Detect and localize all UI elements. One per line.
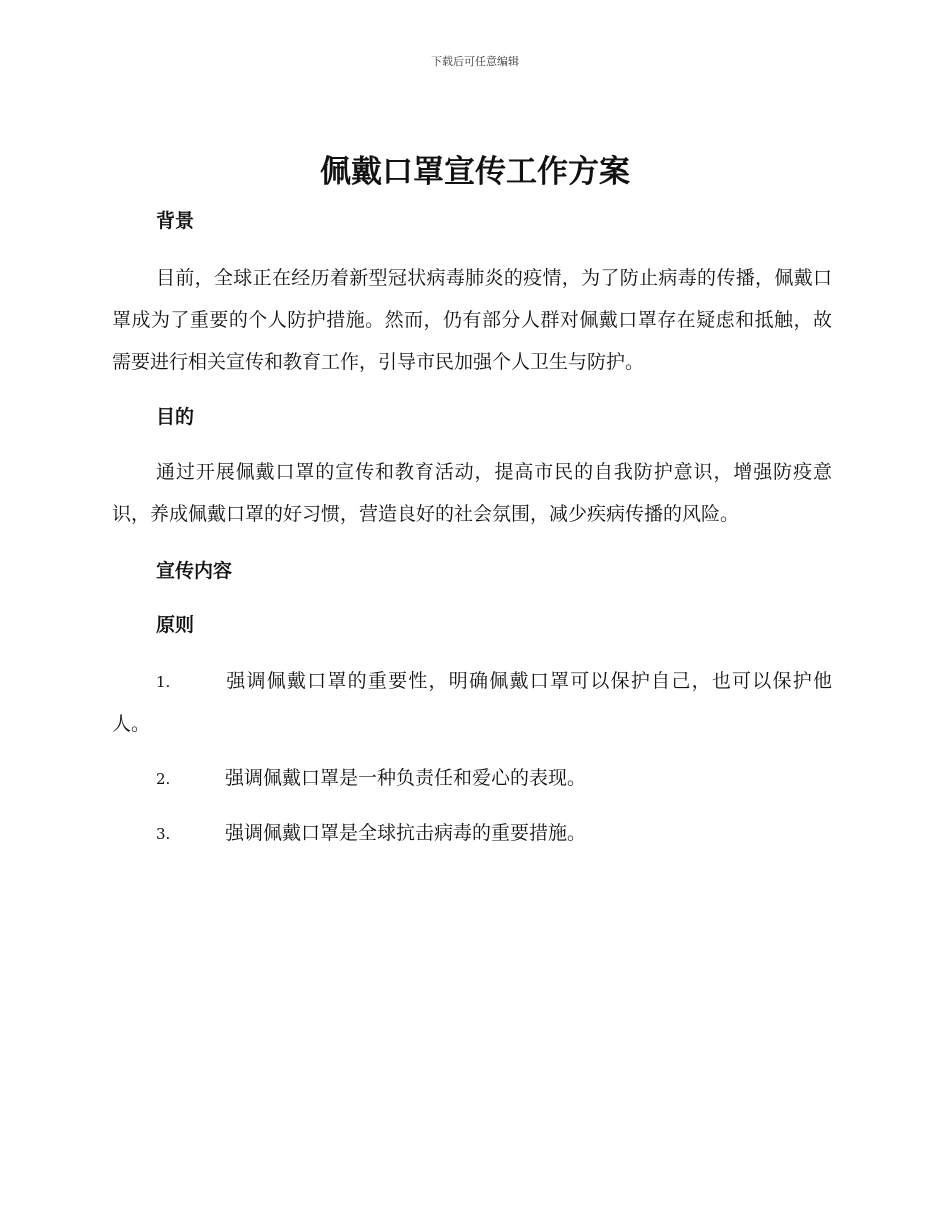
list-item-text: 强调佩戴口罩是全球抗击病毒的重要措施。 (225, 822, 587, 844)
list-item (112, 812, 832, 855)
list-item-text: 强调佩戴口罩是一种负责任和爱心的表现。 (225, 767, 587, 789)
section-heading-principle: 原则 (156, 614, 195, 636)
list-item (112, 660, 832, 745)
document-title: 佩戴口罩宣传工作方案 (320, 154, 630, 190)
section-heading-background: 背景 (156, 210, 195, 232)
list-item (112, 757, 832, 800)
header-note: 下载后可任意编辑 (431, 55, 519, 68)
list-item-number: 1. (156, 673, 171, 691)
document-body (112, 203, 832, 867)
list-item-text: 强调佩戴口罩的重要性，明确佩戴口罩可以保护自己，也可以保护他人。 (112, 670, 832, 735)
list-item-number: 2. (156, 770, 171, 788)
paragraph-background: 目前，全球正在经历着新型冠状病毒肺炎的疫情，为了防止病毒的传播，佩戴口罩成为了重要的个人防护措施。然而，仍有部分人群对佩戴口罩存在疑虑和抵触，故需要进行相关宣传和教育工作，引导市民加强个人卫生与防护。 (112, 267, 832, 373)
section-heading-content: 宣传内容 (156, 560, 233, 582)
principle-list (112, 660, 832, 855)
list-item-number: 3. (156, 825, 171, 843)
paragraph-goal: 通过开展佩戴口罩的宣传和教育活动，提高市民的自我防护意识，增强防疫意识，养成佩戴口罩的好习惯，营造良好的社会氛围，减少疾病传播的风险。 (112, 461, 832, 525)
section-heading-goal: 目的 (156, 406, 195, 428)
